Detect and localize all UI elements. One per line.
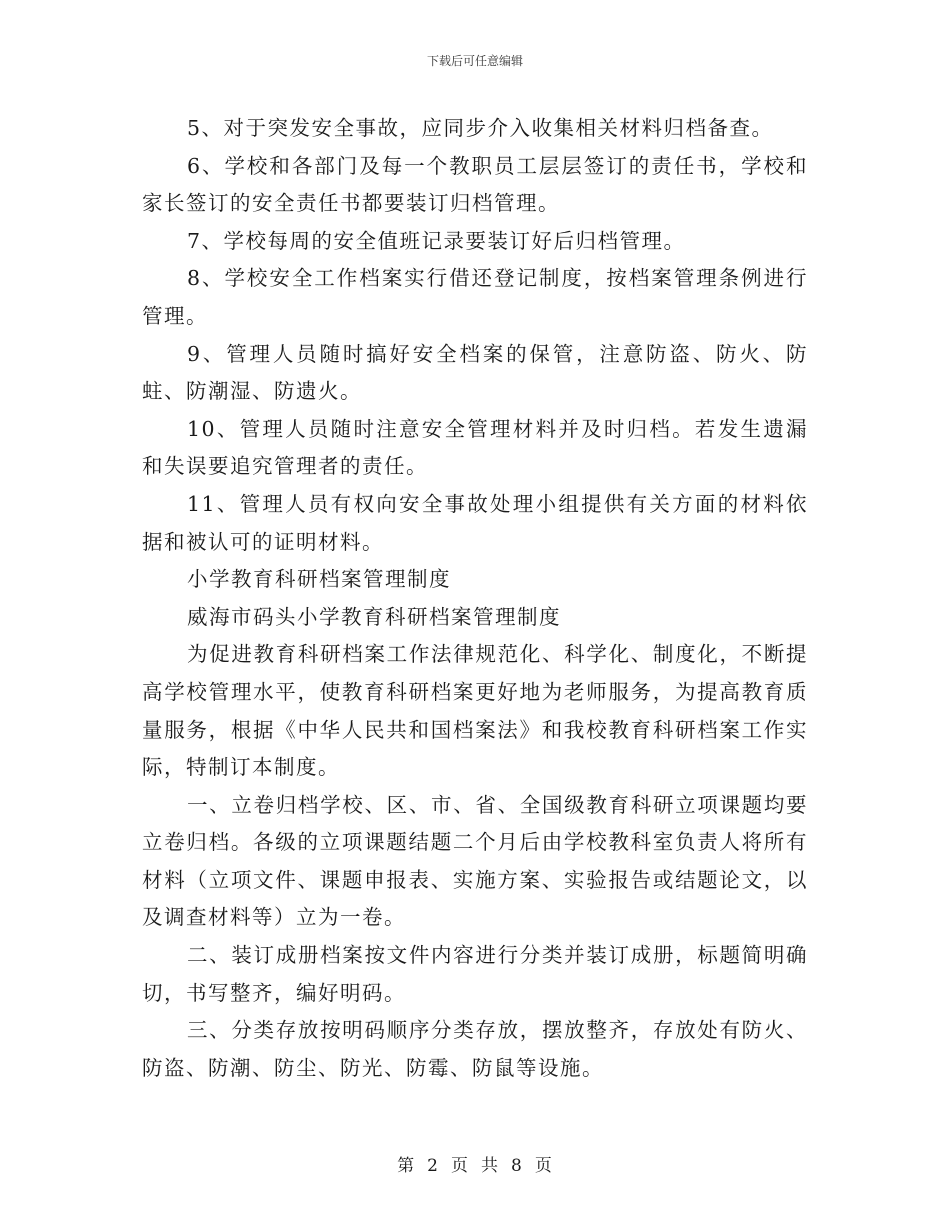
paragraph: 8、学校安全工作档案实行借还登记制度，按档案管理条例进行管理。 — [142, 266, 808, 328]
footer-label-total: 共 — [481, 1156, 499, 1176]
footer-label-page: 第 — [397, 1156, 416, 1176]
paragraph: 5、对于突发安全事故，应同步介入收集相关材料归档备查。 — [187, 116, 774, 140]
current-page-number: 2 — [427, 1156, 439, 1176]
page-footer — [0, 1155, 950, 1177]
header-text: 下载后可任意编辑 — [426, 54, 523, 68]
page-header — [0, 53, 950, 69]
paragraph: 6、学校和各部门及每一个教职员工层层签订的责任书，学校和家长签订的安全责任书都要装订归档管理。 — [142, 153, 808, 216]
section-heading: 小学教育科研档案管理制度 — [187, 567, 451, 592]
footer-label-ye2: 页 — [534, 1156, 553, 1176]
footer-label-ye: 页 — [451, 1156, 469, 1176]
document-body — [142, 110, 808, 1087]
paragraph: 11、管理人员有权向安全事故处理小组提供有关方面的材料依据和被认可的证明材料。 — [142, 491, 808, 554]
paragraph: 二、装订成册档案按文件内容进行分类并装订成册，标题简明确切，书写整齐，编好明码。 — [142, 943, 808, 1005]
paragraph: 为促进教育科研档案工作法律规范化、科学化、制度化，不断提高学校管理水平，使教育科研档案更好地为老师服务，为提高教育质量服务，根据《中华人民共和国档案法》和我校教育科研档案工作实际，特制订本制度。 — [142, 642, 808, 780]
total-pages-number: 8 — [511, 1156, 523, 1176]
paragraph: 7、学校每周的安全值班记录要装订好后归档管理。 — [187, 228, 686, 253]
paragraph: 一、立卷归档学校、区、市、省、全国级教育科研立项课题均要立卷归档。各级的立项课题结题二个月后由学校教科室负责人将所有材料（立项文件、课题申报表、实施方案、实验报告或结题论文，以及调查材料等）立为一卷。 — [142, 792, 808, 930]
paragraph: 三、分类存放按明码顺序分类存放，摆放整齐，存放处有防火、防盗、防潮、防尘、防光、防霉、防鼠等设施。 — [142, 1018, 808, 1080]
paragraph: 9、管理人员随时搞好安全档案的保管，注意防盗、防火、防蛀、防潮湿、防遗火。 — [142, 341, 808, 404]
section-heading: 威海市码头小学教育科研档案管理制度 — [187, 604, 561, 629]
paragraph: 10、管理人员随时注意安全管理材料并及时归档。若发生遗漏和失误要追究管理者的责任。 — [142, 416, 808, 479]
